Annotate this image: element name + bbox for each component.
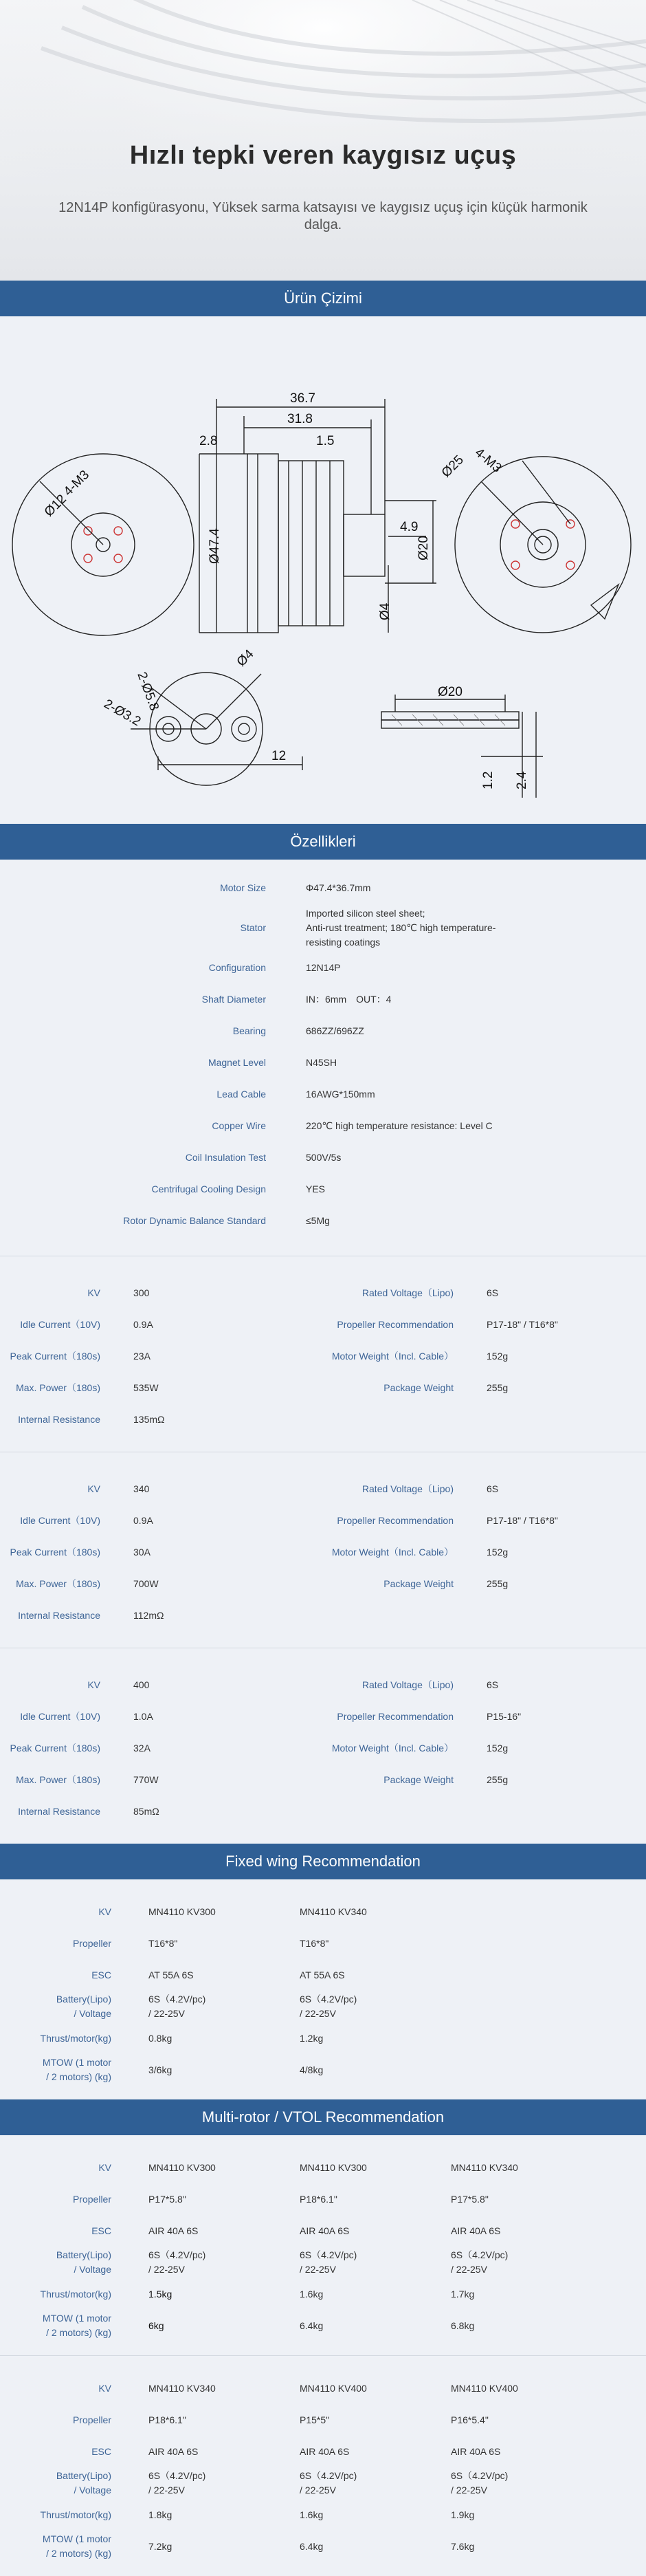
kv-row	[0, 1404, 646, 1435]
kv-value: 255g	[487, 1578, 509, 1589]
kv-value: 135mΩ	[133, 1414, 165, 1425]
kv-value: 300	[133, 1287, 150, 1298]
dim-d25: Ø25	[438, 452, 467, 481]
rec-value: 1.8kg	[148, 2509, 172, 2520]
rec-row	[0, 2372, 646, 2404]
kv-label: Package Weight	[383, 1578, 454, 1589]
rec-value: MN4110 KV400	[451, 2382, 518, 2394]
rec-row	[0, 2404, 646, 2436]
rec-row	[0, 2152, 646, 2183]
spec-label: Lead Cable	[216, 1089, 266, 1100]
spec-row	[0, 1142, 646, 1173]
kv-label: Internal Resistance	[18, 1414, 100, 1425]
spec-label: Motor Size	[220, 882, 266, 893]
spec-row	[0, 1173, 646, 1205]
kv-label: Max. Power（180s)	[16, 1774, 100, 1785]
rec-label: ESC	[91, 1969, 111, 1980]
rec-value: 1.2kg	[300, 2032, 324, 2044]
rec-label: MTOW (1 motor / 2 motors) (kg)	[42, 2313, 111, 2338]
rec-value: MN4110 KV300	[148, 2161, 216, 2173]
spec-row	[0, 983, 646, 1015]
rec-value: 6S（4.2V/pc) / 22-25V	[300, 2249, 357, 2275]
rec-value: P15*5"	[300, 2414, 330, 2425]
kv-value: 535W	[133, 1382, 159, 1393]
spec-row	[0, 872, 646, 904]
multirotor-title: Multi-rotor / VTOL Recommendation	[0, 2099, 646, 2135]
drawing-section-title: Ürün Çizimi	[0, 281, 646, 316]
kv-label: Propeller Recommendation	[337, 1515, 454, 1526]
rec-value: AIR 40A 6S	[451, 2225, 501, 2236]
kv-label: Internal Resistance	[18, 1610, 100, 1621]
dim-d4-adapter: Ø4	[234, 646, 257, 670]
kv-label: Package Weight	[383, 1774, 454, 1785]
rec-value: 1.6kg	[300, 2509, 324, 2520]
kv-value: 32A	[133, 1743, 151, 1754]
kv-row	[0, 1473, 646, 1505]
kv-value: 1.0A	[133, 1711, 153, 1722]
rec-value: 0.8kg	[148, 2032, 172, 2044]
rec-value: 7.6kg	[451, 2540, 475, 2552]
product-drawing	[0, 316, 646, 824]
spec-value: Imported silicon steel sheet; Anti-rust treatment; 180℃ high temperature-resisting coatings	[306, 907, 496, 948]
rec-value: 6S（4.2V/pc) / 22-25V	[148, 1994, 206, 2019]
spec-value: N45SH	[306, 1056, 337, 1068]
dim-4-m3-left: 4-M3	[60, 468, 93, 499]
kv-value: 0.9A	[133, 1515, 153, 1526]
kv-label: Peak Current（180s)	[10, 1351, 100, 1362]
rec-label: MTOW (1 motor / 2 motors) (kg)	[42, 2057, 111, 2082]
fixed-wing-table	[0, 1879, 646, 2099]
kv-label: Peak Current（180s)	[10, 1547, 100, 1558]
dim-d20: Ø20	[416, 536, 431, 560]
rec-value: AT 55A 6S	[300, 1969, 345, 1980]
spec-row	[0, 1015, 646, 1047]
rec-value: P17*5.8"	[451, 2193, 489, 2205]
rec-value: MN4110 KV340	[300, 1906, 367, 1917]
kv-value: 30A	[133, 1547, 151, 1558]
dim-4-m3-right: 4-M3	[471, 445, 504, 476]
spec-value: YES	[306, 1183, 326, 1194]
dim-1-2: 1.2	[481, 771, 495, 789]
rec-label: MTOW (1 motor / 2 motors) (kg)	[42, 2533, 111, 2559]
dim-4-9: 4.9	[400, 520, 419, 534]
kv-value: 770W	[133, 1774, 159, 1785]
kv-label: Idle Current（10V)	[20, 1515, 100, 1526]
kv-label: Package Weight	[383, 1382, 454, 1393]
rec-row	[0, 1991, 646, 2022]
rec-row	[0, 2215, 646, 2247]
kv-label: Motor Weight（Incl. Cable）	[331, 1743, 454, 1754]
rec-value: 7.2kg	[148, 2540, 172, 2552]
rec-value: 6S（4.2V/pc) / 22-25V	[451, 2470, 509, 2496]
spec-value: 686ZZ/696ZZ	[306, 1025, 364, 1036]
rec-value: AIR 40A 6S	[451, 2445, 501, 2457]
rec-value: 1.5kg	[148, 2288, 172, 2300]
dim-31-8: 31.8	[287, 412, 313, 426]
kv-row	[0, 1732, 646, 1764]
kv-row	[0, 1795, 646, 1827]
rec-value: 6S（4.2V/pc) / 22-25V	[148, 2470, 206, 2496]
rec-row	[0, 2183, 646, 2215]
dim-d4: Ø4	[378, 602, 392, 620]
dim-12: 12	[271, 749, 287, 763]
spec-label: Stator	[240, 922, 266, 933]
kv-label: Motor Weight（Incl. Cable）	[331, 1547, 454, 1558]
rec-value: MN4110 KV300	[300, 2161, 367, 2173]
spec-value: 12N14P	[306, 961, 341, 973]
kv-label: Internal Resistance	[18, 1806, 100, 1817]
dim-d47-4: Ø47.4	[208, 528, 222, 564]
rec-label: Thrust/motor(kg)	[40, 2032, 111, 2044]
rec-value: 4/8kg	[300, 2064, 324, 2075]
rec-row	[0, 2467, 646, 2499]
kv-label: Max. Power（180s)	[16, 1578, 100, 1589]
rec-row	[0, 2531, 646, 2562]
hero-subtitle: 12N14P konfigürasyonu, Yüksek sarma katsayısı ve kaygısız uçuş için küçük harmonik dalga.	[58, 200, 588, 232]
spec-label: Shaft Diameter	[201, 994, 266, 1005]
rec-value: AT 55A 6S	[148, 1969, 194, 1980]
kv-value: 23A	[133, 1351, 151, 1362]
kv-label: KV	[87, 1679, 100, 1690]
multirotor-table-1	[0, 2135, 646, 2355]
rec-row	[0, 2499, 646, 2531]
spec-value: 500V/5s	[306, 1151, 342, 1163]
kv-label: KV	[87, 1483, 100, 1494]
kv-row	[0, 1600, 646, 1631]
kv-value: 400	[133, 1679, 150, 1690]
spec-value: ≤5Mg	[306, 1214, 330, 1226]
kv-label: Max. Power（180s)	[16, 1382, 100, 1393]
dim-d20-adapter: Ø20	[438, 685, 463, 699]
rec-row	[0, 2278, 646, 2310]
kv-label: Rated Voltage（Lipo)	[361, 1679, 454, 1690]
kv-label: Idle Current（10V)	[20, 1711, 100, 1722]
rec-row	[0, 1928, 646, 1959]
rec-value: 1.9kg	[451, 2509, 475, 2520]
specs-table	[0, 860, 646, 1256]
rec-value: P18*6.1"	[300, 2193, 337, 2205]
kv-label: KV	[87, 1287, 100, 1298]
spec-label: Rotor Dynamic Balance Standard	[123, 1215, 266, 1226]
rec-row	[0, 2310, 646, 2342]
spec-row	[0, 1110, 646, 1142]
rec-label: Propeller	[72, 2414, 111, 2425]
kv-row	[0, 1764, 646, 1795]
kv-label: Motor Weight（Incl. Cable）	[331, 1351, 454, 1362]
rec-value: 1.6kg	[300, 2288, 324, 2300]
hero-banner	[0, 0, 646, 281]
rec-value: AIR 40A 6S	[148, 2225, 199, 2236]
kv-value: 340	[133, 1483, 150, 1494]
dim-1-5: 1.5	[316, 434, 335, 448]
rec-value: P18*6.1"	[148, 2414, 186, 2425]
rec-label: KV	[98, 2382, 111, 2394]
kv-value: 6S	[487, 1679, 499, 1690]
rec-value: AIR 40A 6S	[148, 2445, 199, 2457]
dim-36-7: 36.7	[290, 391, 315, 406]
kv-value: 152g	[487, 1351, 509, 1362]
spec-value: IN：6mm OUT：4	[306, 993, 392, 1005]
kv-value: 0.9A	[133, 1319, 153, 1330]
rec-label: Battery(Lipo) / Voltage	[56, 2249, 111, 2275]
kv-value: 255g	[487, 1774, 509, 1785]
rec-value: T16*8"	[300, 1937, 329, 1949]
dim-2-d3-2: 2-Ø3.2	[101, 697, 144, 730]
rec-row	[0, 2022, 646, 2054]
spec-label: Coil Insulation Test	[185, 1152, 266, 1163]
kv-row	[0, 1568, 646, 1600]
rec-value: 6.4kg	[300, 2540, 324, 2552]
kv-row	[0, 1340, 646, 1372]
kv-label: Rated Voltage（Lipo)	[361, 1287, 454, 1298]
rec-value: 6S（4.2V/pc) / 22-25V	[148, 2249, 206, 2275]
rec-row	[0, 2436, 646, 2467]
rec-value: 1.7kg	[451, 2288, 475, 2300]
rec-value: 6.4kg	[300, 2320, 324, 2331]
dim-2-4: 2.4	[515, 771, 529, 789]
kv-row	[0, 1536, 646, 1568]
kv-row	[0, 1372, 646, 1404]
rec-label: Propeller	[72, 2193, 111, 2205]
rec-value: 6S（4.2V/pc) / 22-25V	[300, 2470, 357, 2496]
kv-label: Idle Current（10V)	[20, 1319, 100, 1330]
spec-row	[0, 1047, 646, 1078]
rec-label: ESC	[91, 2445, 111, 2457]
rec-value: MN4110 KV340	[451, 2161, 518, 2173]
rec-label: Battery(Lipo) / Voltage	[56, 1994, 111, 2019]
spec-label: Configuration	[208, 962, 266, 973]
rec-value: MN4110 KV400	[300, 2382, 367, 2394]
motor-background-image	[0, 0, 646, 281]
rec-label: Thrust/motor(kg)	[40, 2509, 111, 2520]
technical-drawing	[0, 316, 646, 824]
dim-2-d5-8: 2-Ø5.8	[134, 670, 162, 713]
spec-row	[0, 904, 646, 952]
spec-label: Bearing	[232, 1025, 266, 1036]
rec-value: 6kg	[148, 2320, 164, 2331]
rec-value: MN4110 KV340	[148, 2382, 216, 2394]
rec-row	[0, 2247, 646, 2278]
rec-value: P17*5.8"	[148, 2193, 186, 2205]
spec-value: 16AWG*150mm	[306, 1088, 375, 1100]
rec-value: MN4110 KV300	[148, 1906, 216, 1917]
rec-row	[0, 2054, 646, 2086]
multirotor-table-2	[0, 2356, 646, 2576]
kv-block-300	[0, 1256, 646, 1452]
spec-row	[0, 1078, 646, 1110]
kv-row	[0, 1309, 646, 1340]
fixed-wing-title: Fixed wing Recommendation	[0, 1844, 646, 1879]
spec-label: Centrifugal Cooling Design	[151, 1183, 266, 1194]
rec-label: KV	[98, 2161, 111, 2173]
kv-label: Propeller Recommendation	[337, 1711, 454, 1722]
rec-value: AIR 40A 6S	[300, 2225, 350, 2236]
rec-row	[0, 1896, 646, 1928]
kv-value: 255g	[487, 1382, 509, 1393]
dim-2-8: 2.8	[199, 434, 218, 448]
kv-value: 85mΩ	[133, 1806, 159, 1817]
rec-value: 6.8kg	[451, 2320, 475, 2331]
kv-value: P17-18" / T16*8"	[487, 1319, 558, 1330]
specs-section-title: Özellikleri	[0, 824, 646, 860]
spec-row	[0, 1205, 646, 1236]
kv-value: 6S	[487, 1287, 499, 1298]
kv-row	[0, 1701, 646, 1732]
rec-label: KV	[98, 1906, 111, 1917]
kv-value: 6S	[487, 1483, 499, 1494]
spec-label: Copper Wire	[212, 1120, 266, 1131]
rec-value: 6S（4.2V/pc) / 22-25V	[300, 1994, 357, 2019]
kv-block-340	[0, 1452, 646, 1648]
kv-row	[0, 1505, 646, 1536]
spec-label: Magnet Level	[208, 1057, 266, 1068]
rec-label: Propeller	[72, 1937, 111, 1949]
rec-row	[0, 1959, 646, 1991]
dim-d12: Ø12	[41, 492, 69, 520]
kv-value: P17-18" / T16*8"	[487, 1515, 558, 1526]
spec-value: Φ47.4*36.7mm	[306, 882, 371, 893]
kv-value: 700W	[133, 1578, 159, 1589]
kv-value: P15-16"	[487, 1711, 522, 1722]
kv-block-400	[0, 1648, 646, 1844]
spec-value: 220℃ high temperature resistance: Level C	[306, 1120, 493, 1131]
kv-row	[0, 1277, 646, 1309]
rec-label: ESC	[91, 2225, 111, 2236]
rec-label: Battery(Lipo) / Voltage	[56, 2470, 111, 2496]
kv-value: 152g	[487, 1547, 509, 1558]
spec-row	[0, 952, 646, 983]
kv-row	[0, 1669, 646, 1701]
rec-value: AIR 40A 6S	[300, 2445, 350, 2457]
kv-label: Propeller Recommendation	[337, 1319, 454, 1330]
rec-value: 3/6kg	[148, 2064, 172, 2075]
kv-value: 152g	[487, 1743, 509, 1754]
rec-value: 6S（4.2V/pc) / 22-25V	[451, 2249, 509, 2275]
rec-label: Thrust/motor(kg)	[40, 2288, 111, 2300]
kv-value: 112mΩ	[133, 1610, 164, 1621]
hero-title: Hızlı tepki veren kaygısız uçuş	[129, 141, 517, 170]
kv-label: Rated Voltage（Lipo)	[361, 1483, 454, 1494]
rec-value: P16*5.4"	[451, 2414, 489, 2425]
kv-label: Peak Current（180s)	[10, 1743, 100, 1754]
rec-value: T16*8"	[148, 1937, 178, 1949]
